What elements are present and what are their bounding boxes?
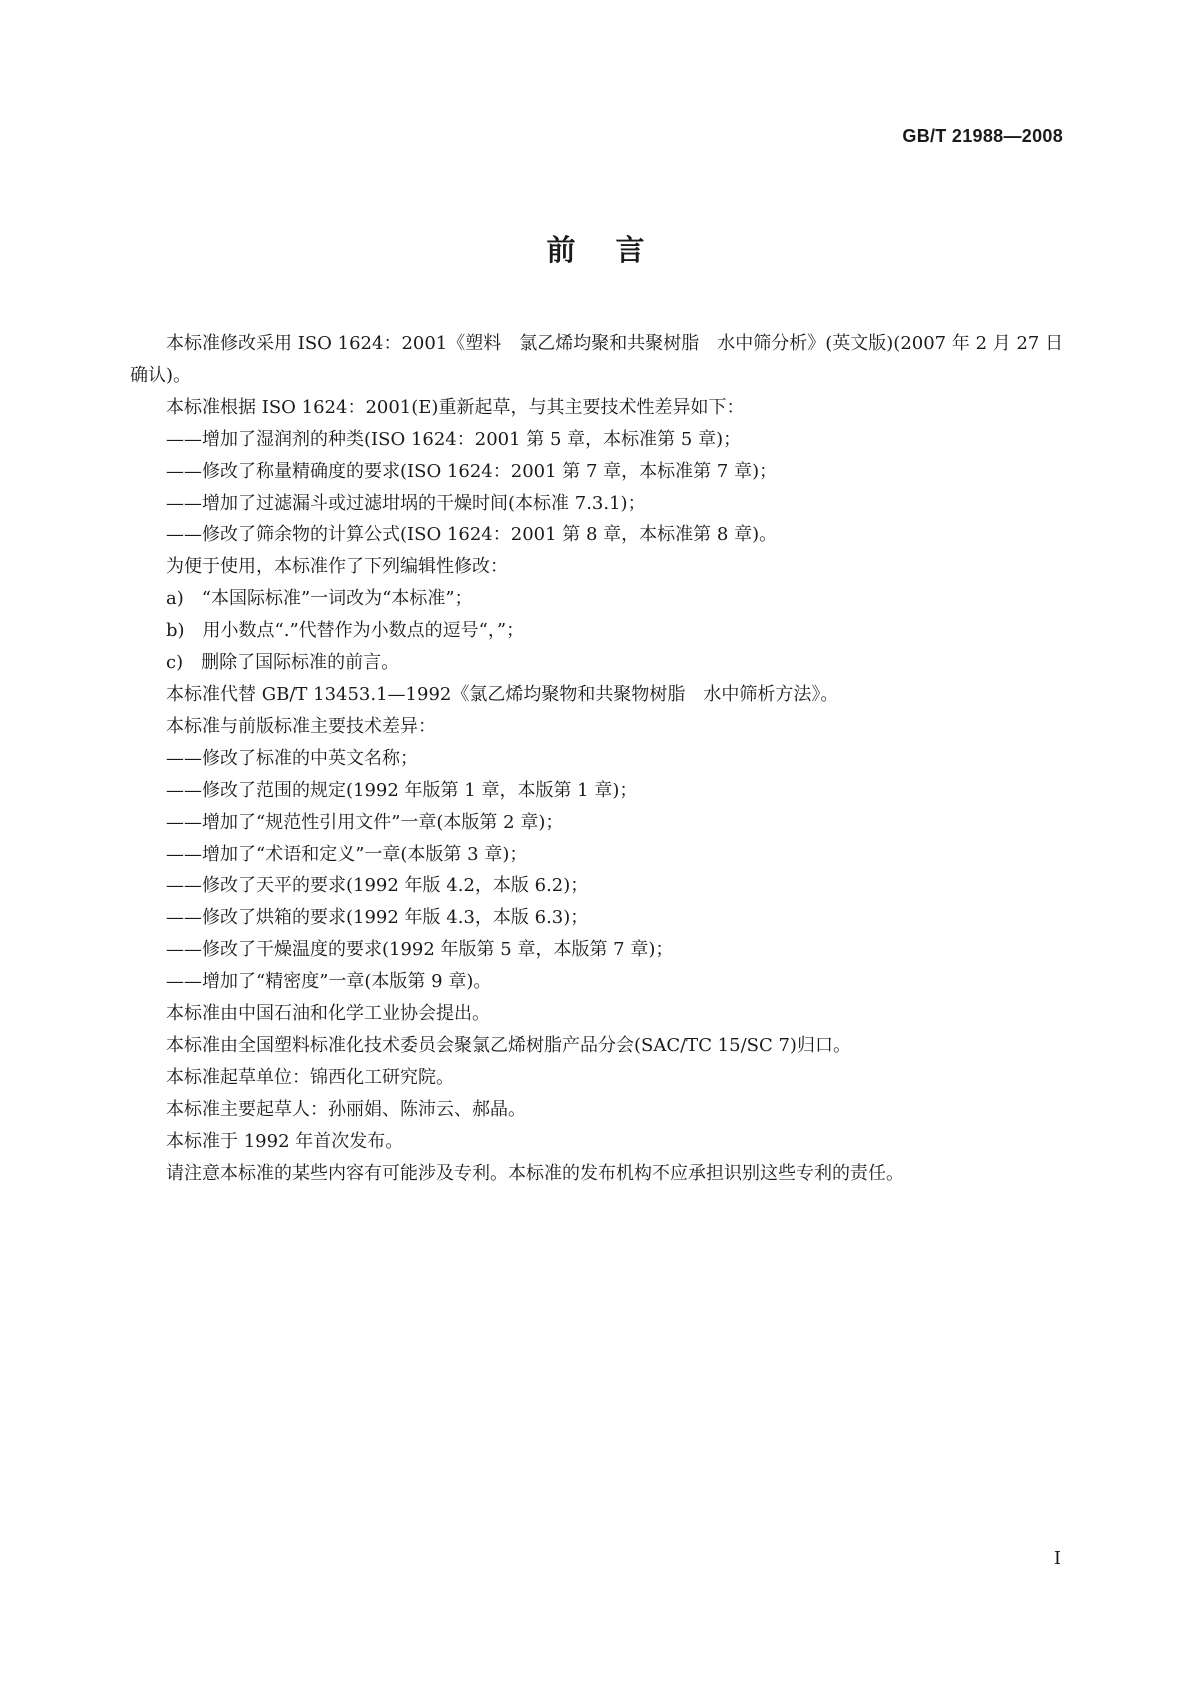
standard-code: GB/T 21988—2008 [902, 126, 1063, 146]
paragraph-editorial-intro: 为便于使用，本标准作了下列编辑性修改： [166, 556, 508, 578]
preface-body [130, 328, 1065, 1189]
paragraph-changes-intro: 本标准与前版标准主要技术差异： [166, 715, 436, 737]
list-item-names: ——修改了标准的中英文名称； [166, 747, 418, 769]
list-item-balance: ——修改了天平的要求(1992 年版 4.2，本版 6.2)； [166, 875, 589, 897]
list-item-terms: ——增加了“术语和定义”一章(本版第 3 章)； [166, 843, 528, 865]
list-item-weighing-accuracy: ——修改了称量精确度的要求(ISO 1624：2001 第 7 章，本标准第 7 章)； [166, 460, 778, 482]
list-item-scope: ——修改了范围的规定(1992 年版第 1 章，本版第 1 章)； [166, 779, 638, 801]
paragraph-differences-intro: 本标准根据 ISO 1624：2001(E)重新起草，与其主要技术性差异如下： [166, 396, 745, 418]
page-title: 前言 [546, 233, 685, 267]
list-item-calculation-formula: ——修改了筛余物的计算公式(ISO 1624：2001 第 8 章，本标准第 8 章)。 [166, 524, 778, 546]
paragraph-adoption: 本标准修改采用 ISO 1624：2001《塑料 氯乙烯均聚和共聚树脂 水中筛分析》(英文版)(2007 年 2 月 27 日确认)。 [130, 333, 1064, 386]
list-item-a: a) “本国际标准”一词改为“本标准”； [166, 588, 473, 610]
page-number: I [1053, 1548, 1061, 1569]
list-item-normative-refs: ——增加了“规范性引用文件”一章(本版第 2 章)； [166, 811, 564, 833]
list-item-b: b) 用小数点“.”代替作为小数点的逗号“，”； [166, 620, 525, 642]
list-item-drying-time: ——增加了过滤漏斗或过滤坩埚的干燥时间(本标准 7.3.1)； [166, 492, 646, 514]
paragraph-first-issued: 本标准于 1992 年首次发布。 [166, 1130, 404, 1152]
list-item-wetting-agent: ——增加了湿润剂的种类(ISO 1624：2001 第 5 章，本标准第 5 章)； [166, 428, 742, 450]
paragraph-drafting-unit: 本标准起草单位：锦西化工研究院。 [166, 1066, 454, 1088]
paragraph-under-jurisdiction: 本标准由全国塑料标准化技术委员会聚氯乙烯树脂产品分会(SAC/TC 15/SC 7)归口。 [166, 1034, 851, 1056]
paragraph-replaces: 本标准代替 GB/T 13453.1—1992《氯乙烯均聚物和共聚物树脂 水中筛析方法》。 [166, 683, 839, 705]
paragraph-drafters: 本标准主要起草人：孙丽娟、陈沛云、郝晶。 [166, 1098, 526, 1120]
list-item-precision: ——增加了“精密度”一章(本版第 9 章)。 [166, 971, 492, 993]
list-item-oven: ——修改了烘箱的要求(1992 年版 4.3，本版 6.3)； [166, 907, 589, 929]
list-item-drying-temperature: ——修改了干燥温度的要求(1992 年版第 5 章，本版第 7 章)； [166, 939, 674, 961]
paragraph-proposed-by: 本标准由中国石油和化学工业协会提出。 [166, 1003, 490, 1025]
list-item-c: c) 删除了国际标准的前言。 [166, 652, 400, 674]
paragraph-patent-notice: 请注意本标准的某些内容有可能涉及专利。本标准的发布机构不应承担识别这些专利的责任。 [166, 1162, 904, 1184]
